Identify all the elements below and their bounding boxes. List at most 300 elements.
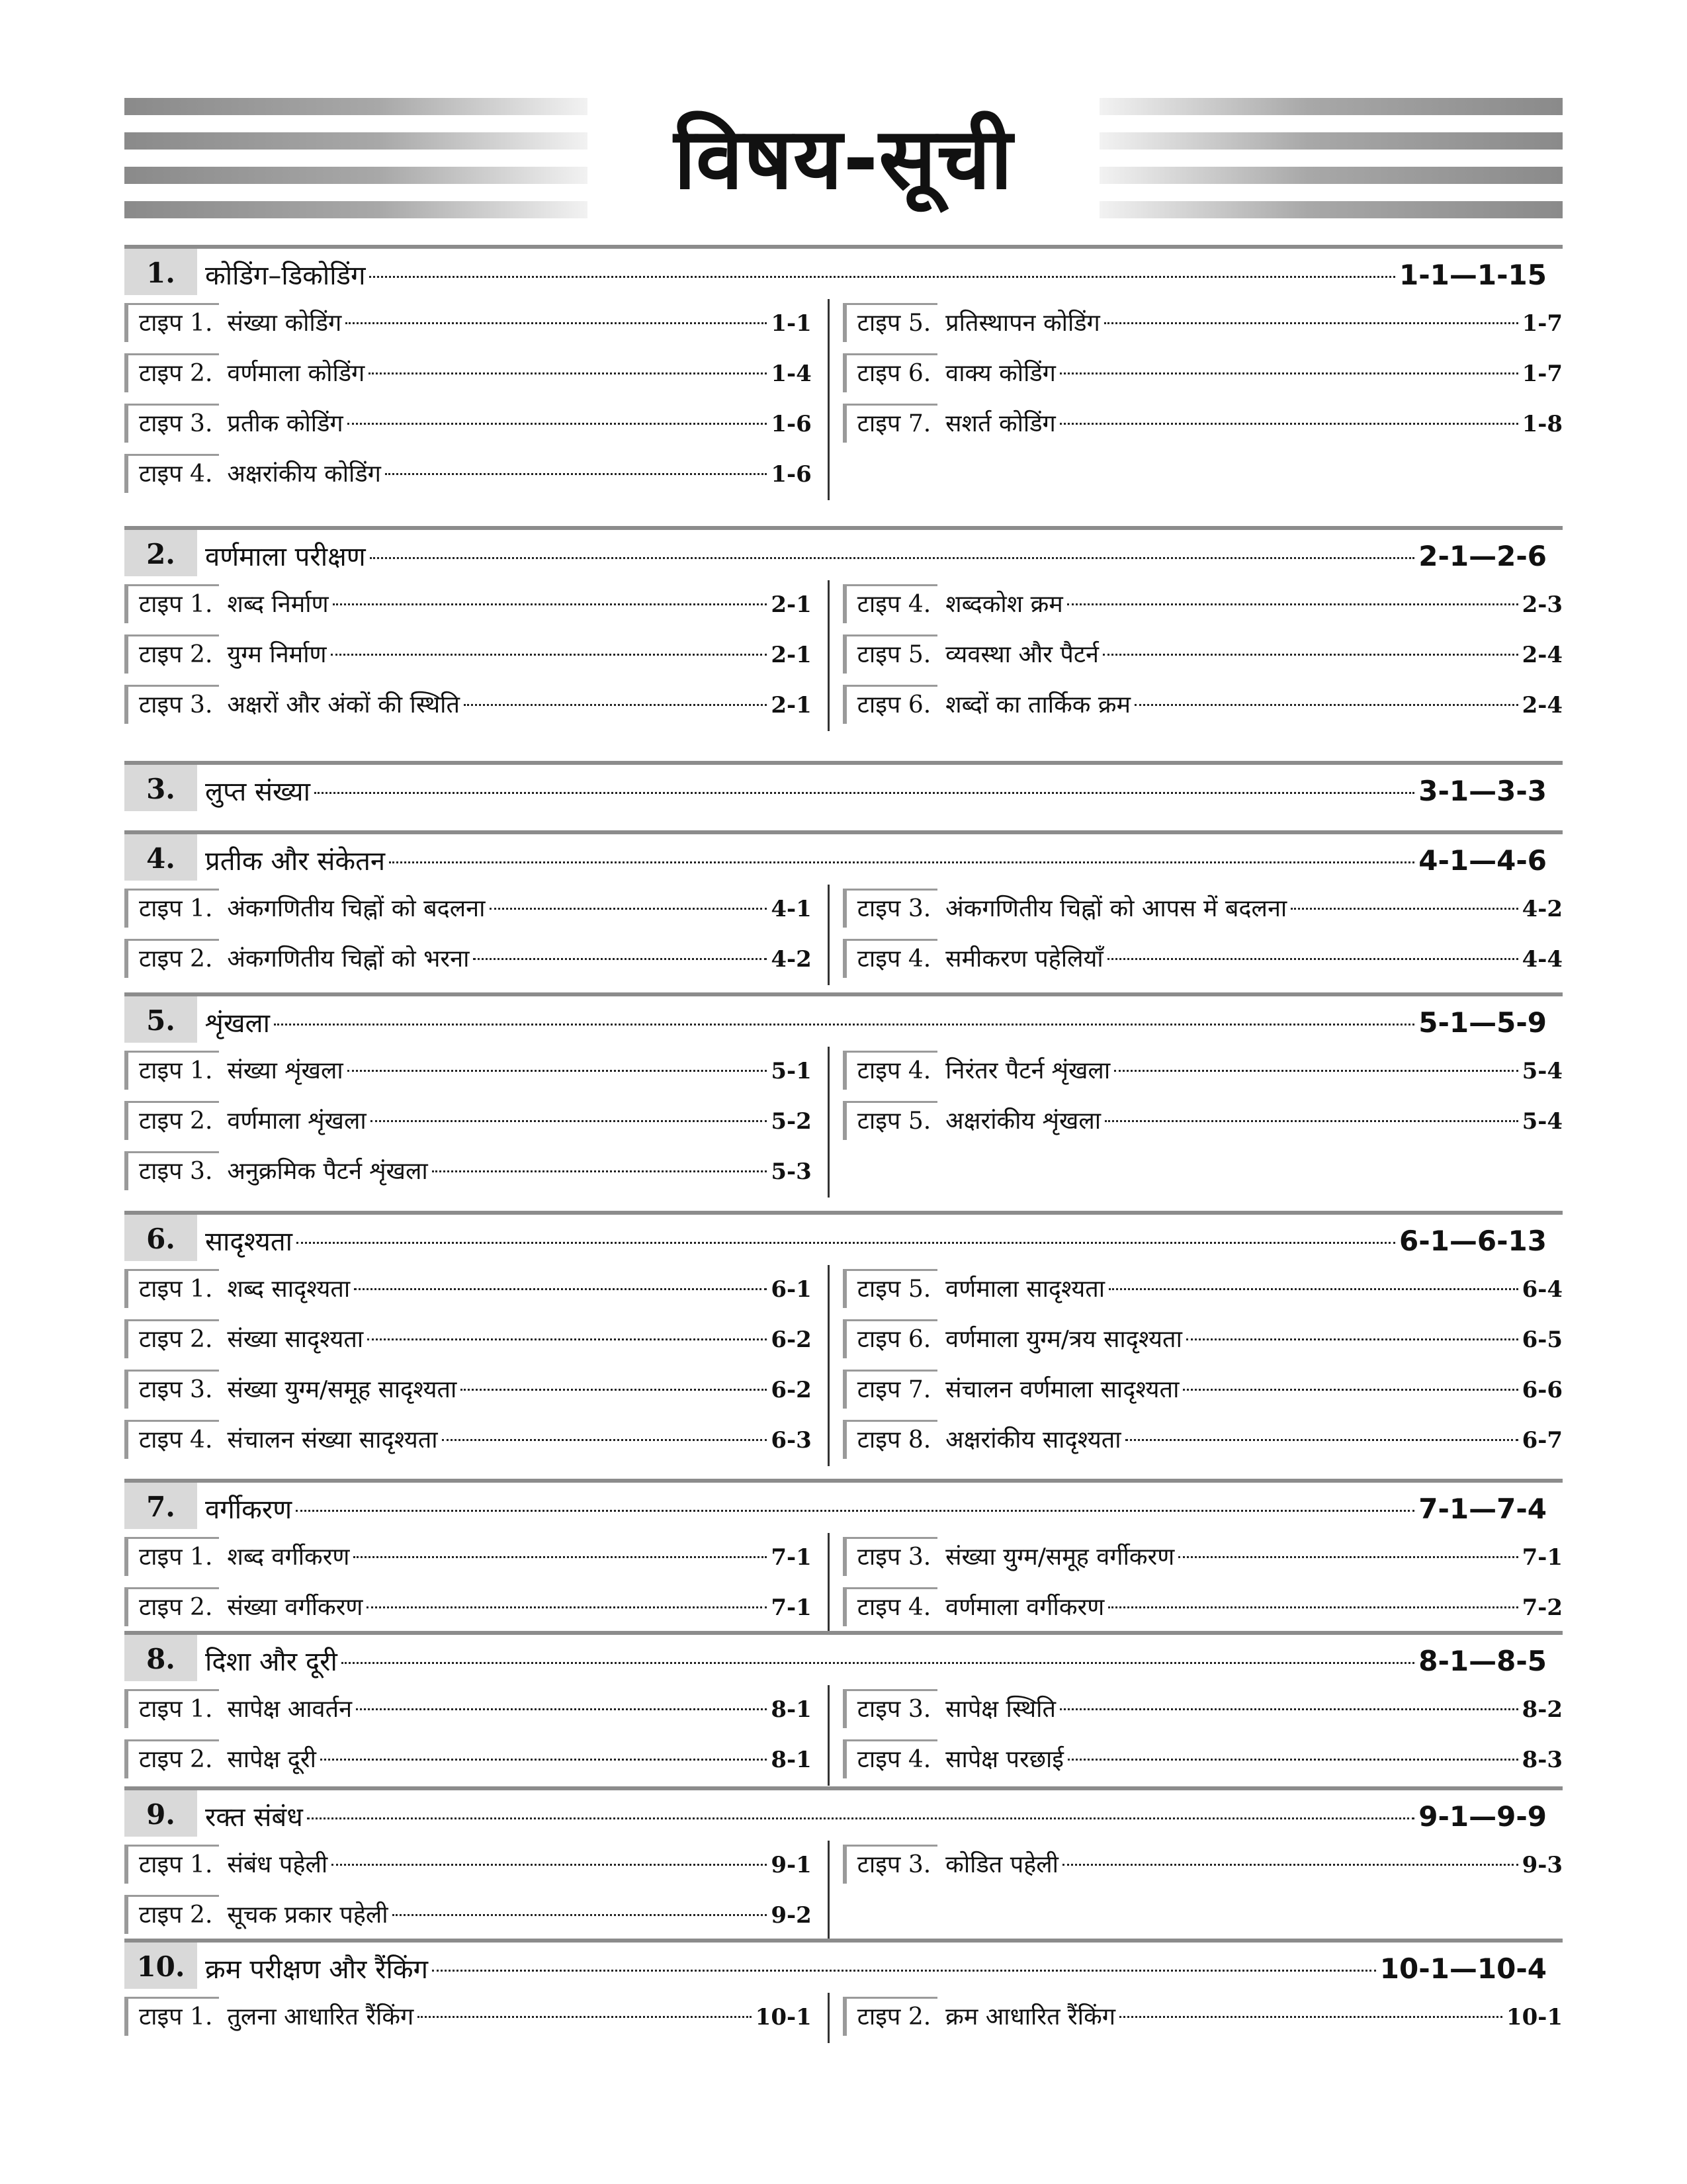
subentry-title: संख्या कोडिंग [227,310,342,337]
toc-subentry[interactable] [124,1735,812,1786]
section-heading[interactable] [124,1211,1563,1265]
type-word: टाइप [857,1696,901,1723]
section-heading[interactable] [124,761,1563,815]
subentry-page: 6-3 [771,1427,812,1454]
section-title-line [205,1489,1547,1530]
toc-subentry[interactable] [124,935,812,985]
subentry-title: समीकरण पहेलियाँ [945,945,1103,973]
subentry-title: वर्णमाला कोडिंग [227,360,365,387]
type-word: टाइप [139,360,183,387]
dot-leader [1062,1864,1518,1866]
subentry-page: 4-2 [771,946,812,973]
type-word: टाइप [139,1901,183,1929]
toc-subentry[interactable] [124,349,812,400]
section-title-line [205,537,1547,577]
type-number: 1. [190,310,213,337]
subentry-title: तुलना आधारित रैंकिंग [227,2003,414,2031]
section-title: लुप्त संख्या [205,777,310,807]
dot-leader [490,908,767,910]
type-word: टाइप [857,945,901,973]
type-word: टाइप [139,641,183,668]
type-label [843,1269,937,1308]
dot-leader [347,1070,767,1072]
dot-leader [1108,1606,1518,1608]
subentry-title: सापेक्ष दूरी [227,1746,316,1773]
subentry-page: 1-1 [771,310,812,337]
dot-leader [1186,1338,1518,1340]
type-number: 2. [190,1901,213,1929]
subentry-page: 2-1 [771,591,812,618]
subentry-title: संचालन संख्या सादृश्यता [227,1426,438,1454]
subentry-page: 8-1 [771,1696,812,1723]
type-number: 1. [190,591,213,618]
subentry-columns [124,1841,1563,1941]
type-number: 2. [190,945,213,973]
type-word: टाइप [857,1746,901,1773]
dot-leader [347,423,767,425]
dot-leader [1060,1708,1518,1710]
subentry-page: 8-2 [1522,1696,1563,1723]
toc-subentry[interactable] [843,1735,1563,1786]
subentry-page: 6-2 [771,1377,812,1403]
type-number: 3. [190,1158,213,1185]
dot-leader [473,958,767,960]
dot-leader [442,1439,767,1441]
type-number: 2. [190,1594,213,1621]
dot-leader [314,792,1414,794]
subentry-page: 1-6 [771,461,812,488]
type-number: 4. [908,1057,931,1084]
type-number: 1. [190,895,213,922]
toc-subentry[interactable] [843,885,1563,935]
toc-section [124,761,1563,815]
section-title: रक्त संबंध [205,1802,303,1833]
subentry-page: 2-3 [1522,591,1563,618]
type-label [124,1997,219,2036]
type-label [124,303,219,342]
subentry-title: वर्णमाला वर्गीकरण [945,1594,1105,1621]
subentry-page: 8-3 [1522,1747,1563,1773]
toc-subentry[interactable] [124,580,812,631]
type-number: 6. [908,360,931,387]
type-word: टाइप [857,1426,901,1454]
subentry-page: 9-1 [771,1852,812,1878]
type-number: 3. [908,1696,931,1723]
right-column [828,885,1563,985]
section-title: दिशा और दूरी [205,1647,337,1677]
type-word: टाइप [857,895,901,922]
toc-subentry[interactable] [124,1993,812,2043]
toc-subentry[interactable] [843,935,1563,985]
type-label [843,1051,937,1090]
toc-subentry[interactable] [124,1366,812,1416]
section-title: वर्गीकरण [205,1495,292,1525]
type-label [124,1319,219,1358]
type-label [843,1739,937,1778]
subentry-title: शब्दों का तार्किक क्रम [945,691,1131,719]
dot-leader [417,2016,751,2018]
subentry-title: वर्णमाला सादृश्यता [945,1276,1105,1303]
type-word: टाइप [857,691,901,719]
type-label [124,1370,219,1409]
type-number: 2. [190,360,213,387]
toc-section [124,992,1563,1198]
section-heading[interactable] [124,1786,1563,1841]
subentry-title: संख्या वर्गीकरण [227,1594,363,1621]
section-number: 4. [124,834,197,881]
type-number: 5. [908,310,931,337]
toc-subentry[interactable] [124,299,812,349]
toc-subentry[interactable] [124,1147,812,1198]
type-word: टाइप [857,591,901,618]
subentry-title: संचालन वर्णमाला सादृश्यता [945,1376,1180,1403]
left-column [124,580,812,731]
section-pages: 9-1—9-9 [1418,1800,1547,1833]
toc-subentry[interactable] [843,1416,1563,1466]
subentry-title: शब्द वर्गीकरण [227,1544,350,1571]
type-word: टाइप [139,1057,183,1084]
type-label [124,634,219,674]
toc-subentry[interactable] [843,681,1563,731]
type-word: टाइप [857,1544,901,1571]
toc-subentry[interactable] [843,1097,1563,1147]
left-column [124,1265,812,1466]
subentry-page: 4-4 [1522,946,1563,973]
type-number: 6. [908,1326,931,1353]
section-heading[interactable] [124,1939,1563,1993]
type-label [124,889,219,928]
subentry-page: 7-1 [771,1594,812,1621]
type-word: टाइप [857,1276,901,1303]
subentry-page: 2-4 [1522,692,1563,719]
subentry-page: 6-1 [771,1276,812,1303]
subentry-title: प्रतिस्थापन कोडिंग [945,310,1100,337]
type-label [843,1319,937,1358]
type-number: 3. [190,1376,213,1403]
left-column [124,1685,812,1786]
toc-subentry[interactable] [843,1685,1563,1735]
section-heading[interactable] [124,245,1563,299]
toc-subentry[interactable] [124,1315,812,1366]
type-word: टाइप [857,1108,901,1135]
toc-subentry[interactable] [843,1583,1563,1634]
toc-subentry[interactable] [124,400,812,450]
right-column [828,1047,1563,1198]
type-number: 2. [190,1746,213,1773]
subentry-page: 6-2 [771,1327,812,1353]
toc-subentry[interactable] [124,1416,812,1466]
section-heading[interactable] [124,1479,1563,1533]
toc-subentry[interactable] [124,1097,812,1147]
type-number: 7. [908,1376,931,1403]
subentry-title: अंकगणितीय चिह्नों को भरना [227,945,470,973]
subentry-title: अनुक्रमिक पैटर्न शृंखला [227,1158,428,1185]
type-word: टाइप [857,310,901,337]
toc-subentry[interactable] [843,580,1563,631]
section-title: सादृश्यता [205,1227,292,1257]
type-number: 3. [190,691,213,719]
toc-subentry[interactable] [124,1265,812,1315]
type-label [843,889,937,928]
type-word: टाइप [139,1158,183,1185]
subentry-title: क्रम आधारित रैंकिंग [945,2003,1116,2031]
subentry-page: 7-1 [771,1544,812,1571]
section-heading[interactable] [124,830,1563,885]
subentry-title: सापेक्ष आवर्तन [227,1696,353,1723]
type-word: टाइप [139,1746,183,1773]
toc-subentry[interactable] [843,400,1563,450]
dot-leader [368,372,767,374]
toc-section [124,526,1563,731]
type-label [124,353,219,392]
type-number: 5. [908,1108,931,1135]
subentry-page: 9-2 [771,1902,812,1929]
section-heading[interactable] [124,992,1563,1047]
section-pages: 2-1—2-6 [1418,540,1547,572]
dot-leader [333,603,767,605]
type-number: 6. [908,691,931,719]
type-number: 8. [908,1426,931,1454]
type-label [124,1269,219,1308]
type-number: 4. [908,945,931,973]
type-number: 2. [190,1108,213,1135]
dot-leader [464,704,767,706]
toc-subentry[interactable] [124,1047,812,1097]
type-word: टाइप [857,1057,901,1084]
type-number: 3. [190,410,213,437]
right-column [828,1533,1563,1634]
right-column [828,1265,1563,1466]
toc-subentry[interactable] [124,1841,812,1891]
toc-subentry[interactable] [843,349,1563,400]
dot-leader [1114,1070,1518,1072]
toc-subentry[interactable] [124,1685,812,1735]
left-column [124,1993,812,2043]
toc-subentry[interactable] [124,450,812,500]
dot-leader [370,557,1415,559]
dot-leader [1135,704,1518,706]
subentry-title: वाक्य कोडिंग [945,360,1056,387]
toc-subentry[interactable] [124,681,812,731]
toc-section [124,1631,1563,1786]
type-word: टाइप [139,1426,183,1454]
type-label [843,404,937,443]
section-title: वर्णमाला परीक्षण [205,542,366,572]
type-word: टाइप [139,1544,183,1571]
dot-leader [296,1510,1414,1512]
toc-subentry[interactable] [124,631,812,681]
left-column [124,1047,812,1198]
toc-subentry[interactable] [124,1533,812,1583]
toc-subentry[interactable] [843,1841,1563,1891]
section-number: 6. [124,1215,197,1261]
toc-subentry[interactable] [843,1047,1563,1097]
dot-leader [274,1024,1414,1026]
section-number: 7. [124,1483,197,1529]
toc-section [124,830,1563,985]
dot-leader [1183,1389,1518,1391]
subentry-columns [124,1685,1563,1786]
section-pages: 8-1—8-5 [1418,1645,1547,1677]
type-label [843,1537,937,1576]
dot-leader [1068,1759,1518,1761]
type-label [124,1739,219,1778]
subentry-title: शब्द सादृश्यता [227,1276,351,1303]
toc-subentry[interactable] [843,1533,1563,1583]
type-word: टाइप [139,2003,183,2031]
subentry-page: 2-1 [771,692,812,719]
type-word: टाइप [139,1326,183,1353]
subentry-title: संख्या शृंखला [227,1057,343,1084]
dot-leader [389,861,1414,863]
section-number: 2. [124,530,197,576]
toc-section [124,1786,1563,1941]
section-title-line [205,1797,1547,1837]
subentry-title: शब्दकोश क्रम [945,591,1063,618]
subentry-page: 1-7 [1522,310,1563,337]
section-heading[interactable] [124,526,1563,580]
type-word: टाइप [857,1376,901,1403]
type-label [843,1587,937,1626]
subentry-page: 2-4 [1522,642,1563,668]
toc-subentry[interactable] [124,1583,812,1634]
type-word: टाइप [139,1276,183,1303]
subentry-page: 1-7 [1522,361,1563,387]
type-number: 1. [190,2003,213,2031]
type-word: टाइप [857,1326,901,1353]
type-word: टाइप [857,2003,901,2031]
subentry-columns [124,1993,1563,2043]
toc-subentry[interactable] [843,1366,1563,1416]
dot-leader [432,1170,767,1172]
dot-leader [353,1556,767,1558]
left-column [124,885,812,985]
dot-leader [1109,1288,1518,1290]
subentry-page: 5-4 [1522,1058,1563,1084]
section-number: 9. [124,1790,197,1837]
type-label [843,634,937,674]
type-label [843,1370,937,1409]
type-number: 5. [908,641,931,668]
toc-subentry[interactable] [124,1891,812,1941]
toc-section [124,245,1563,500]
subentry-title: सापेक्ष परछाई [945,1746,1064,1773]
type-word: टाइप [139,591,183,618]
type-word: टाइप [139,895,183,922]
section-number: 5. [124,996,197,1043]
toc-subentry[interactable] [843,631,1563,681]
subentry-columns [124,1533,1563,1634]
type-number: 1. [190,1544,213,1571]
type-word: टाइप [857,1851,901,1878]
type-label [124,404,219,443]
type-label [124,1845,219,1884]
type-label [124,584,219,623]
subentry-page: 6-7 [1522,1427,1563,1454]
subentry-title: व्यवस्था और पैटर्न [945,641,1100,668]
toc-subentry[interactable] [843,1265,1563,1315]
subentry-title: अक्षरांकीय सादृश्यता [945,1426,1121,1454]
type-word: टाइप [139,945,183,973]
subentry-title: वर्णमाला युग्म/त्रय सादृश्यता [945,1326,1182,1353]
left-column [124,1841,812,1941]
subentry-columns [124,1047,1563,1198]
dot-leader [1291,908,1518,910]
dot-leader [320,1759,767,1761]
subentry-columns [124,885,1563,985]
section-title-line [205,255,1547,296]
type-word: टाइप [139,410,183,437]
subentry-page: 5-4 [1522,1108,1563,1135]
type-label [124,1587,219,1626]
subentry-title: संख्या सादृश्यता [227,1326,364,1353]
type-label [843,1845,937,1884]
section-title: शृंखला [205,1008,271,1039]
subentry-page: 7-1 [1522,1544,1563,1571]
section-pages: 1-1—1-15 [1399,259,1547,291]
section-heading[interactable] [124,1631,1563,1685]
dot-leader [369,276,1395,278]
type-number: 4. [908,591,931,618]
section-pages: 10-1—10-4 [1379,1952,1547,1985]
type-label [843,1420,937,1459]
type-label [843,1997,937,2036]
toc-subentry[interactable] [124,885,812,935]
subentry-title: संख्या युग्म/समूह वर्गीकरण [945,1544,1175,1571]
type-word: टाइप [857,641,901,668]
type-label [124,1051,219,1090]
subentry-title: युग्म निर्माण [227,641,327,668]
subentry-title: निरंतर पैटर्न शृंखला [945,1057,1111,1084]
type-number: 1. [190,1851,213,1878]
type-word: टाइप [139,1376,183,1403]
type-label [843,303,937,342]
subentry-page: 4-2 [1522,896,1563,922]
subentry-columns [124,580,1563,731]
subentry-page: 2-1 [771,642,812,668]
type-word: टाइप [139,1696,183,1723]
subentry-page: 7-2 [1522,1594,1563,1621]
type-label [124,1101,219,1140]
section-number: 3. [124,765,197,811]
type-number: 3. [908,1851,931,1878]
section-title: प्रतीक और संकेतन [205,846,386,877]
dot-leader [331,1864,767,1866]
subentry-columns [124,299,1563,500]
subentry-page: 5-3 [771,1158,812,1185]
subentry-page: 8-1 [771,1747,812,1773]
subentry-title: अंकगणितीय चिह्नों को आपस में बदलना [945,895,1287,922]
toc-subentry[interactable] [843,1315,1563,1366]
type-label [124,1689,219,1728]
type-number: 5. [908,1276,931,1303]
toc-section [124,1211,1563,1466]
subentry-title: शब्द निर्माण [227,591,329,618]
section-title: क्रम परीक्षण और रैंकिंग [205,1954,429,1985]
type-word: टाइप [139,1108,183,1135]
subentry-title: वर्णमाला शृंखला [227,1108,367,1135]
subentry-page: 6-5 [1522,1327,1563,1353]
toc-section [124,1939,1563,2043]
dot-leader [370,1120,767,1122]
dot-leader [1105,1120,1518,1122]
toc-subentry[interactable] [843,299,1563,349]
type-label [124,1151,219,1190]
dot-leader [345,322,767,324]
type-number: 4. [908,1594,931,1621]
toc-subentry[interactable] [843,1993,1563,2043]
toc-section [124,1479,1563,1634]
